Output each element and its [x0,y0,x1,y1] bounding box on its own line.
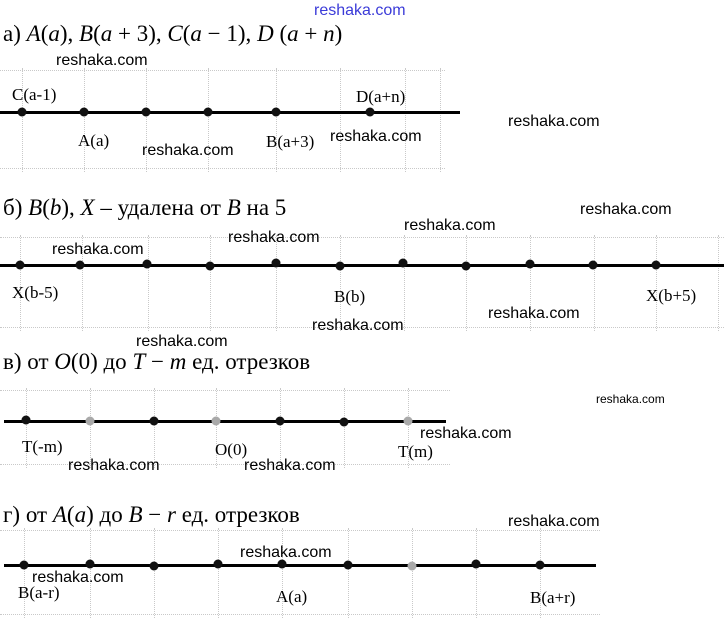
number-line-a [0,111,460,114]
math-variable: a [74,502,87,527]
math-variable: a [190,21,202,46]
heading-text: от [25,502,53,527]
heading-text: – удалена от [94,195,227,220]
point-label-c: C(a-1) [12,85,57,104]
point-marker [20,561,29,570]
math-variable: a [287,21,299,46]
point-marker [80,108,89,117]
number-line-v [4,420,446,423]
heading-text: + [298,21,324,46]
point-marker [652,261,661,270]
math-variable: C [167,21,183,46]
point-marker [86,560,95,569]
point-marker [366,108,375,117]
point-marker [462,262,471,271]
point-marker [86,417,95,426]
math-variable: D [257,21,274,46]
point-label-d: D(a+n) [356,87,406,106]
math-variable: B [28,195,43,220]
watermark: reshaka.com [580,201,672,218]
math-variable: A [26,21,41,46]
watermark: reshaka.com [508,513,600,530]
watermark: reshaka.com [404,217,496,234]
math-variable: B [226,195,241,220]
point-marker [404,417,413,426]
math-variable: n [323,21,335,46]
heading-text: ) до [86,502,129,527]
math-variable: a [48,21,60,46]
watermark: reshaka.com [420,425,512,442]
watermark: reshaka.com [244,457,336,474]
point-marker [76,261,85,270]
heading-text: ед. отрезков [186,349,311,374]
heading-text: ( [40,21,49,46]
point-marker [272,108,281,117]
point-marker [18,108,27,117]
heading-text: − [142,502,167,527]
heading-v [3,350,310,373]
heading-b [3,196,286,219]
math-variable: A [52,502,67,527]
point-label-b: B(a+3) [266,132,315,151]
point-marker [472,560,481,569]
heading-text: ( [66,502,75,527]
math-variable: a [100,21,113,46]
point-label-t-right: T(m) [398,442,433,461]
math-variable: b [49,195,62,220]
point-label-a: A(a) [78,131,110,150]
heading-text: − [145,349,170,374]
point-marker [150,562,159,571]
watermark: reshaka.com [68,457,160,474]
number-line-b [0,264,724,267]
heading-text: ( [182,21,191,46]
point-marker [143,260,152,269]
heading-text: + 3), [112,21,168,46]
point-label-b-left: B(a-r) [18,583,60,602]
point-marker [340,418,349,427]
point-marker [212,417,221,426]
watermark: reshaka.com [142,142,234,159]
heading-prefix: а) [3,21,27,46]
math-variable: r [167,502,176,527]
point-marker [276,417,285,426]
heading-text: − 1), [201,21,258,46]
point-label-b: B(b) [334,287,366,306]
watermark: reshaka.com [314,2,406,19]
heading-a [3,22,342,45]
watermark: reshaka.com [56,52,148,69]
point-marker [272,259,281,268]
point-label-t-left: T(-m) [22,437,63,456]
watermark: reshaka.com [488,305,580,322]
point-label-b-right: B(a+r) [530,588,576,607]
point-marker [206,262,215,271]
watermark: reshaka.com [596,392,665,406]
heading-text: ( [93,21,101,46]
math-variable: m [169,349,187,374]
math-variable: X [80,195,95,220]
point-label-o: O(0) [215,440,248,459]
point-marker [589,261,598,270]
heading-prefix: б) [3,195,29,220]
heading-text: ) [334,21,343,46]
point-marker [16,261,25,270]
watermark: reshaka.com [330,128,422,145]
watermark: reshaka.com [508,113,600,130]
watermark: reshaka.com [240,544,332,561]
heading-text: на 5 [240,195,287,220]
heading-prefix: в) [3,349,28,374]
point-marker [536,561,545,570]
point-marker [150,417,159,426]
math-variable: B [128,502,143,527]
heading-g [3,503,300,526]
heading-text: ), [59,21,80,46]
watermark: reshaka.com [136,333,228,350]
point-label-a: A(a) [276,587,308,606]
heading-text: ), [61,195,81,220]
heading-text: ед. отрезков [175,502,300,527]
point-marker [344,561,353,570]
math-variable: T [132,349,146,374]
point-label-x-left: X(b-5) [12,283,59,302]
heading-text: (0) до [70,349,133,374]
point-marker [22,416,31,425]
heading-text: от [27,349,55,374]
heading-prefix: г) [3,502,26,527]
point-marker [526,260,535,269]
watermark: reshaka.com [52,241,144,258]
point-label-x-right: X(b+5) [646,286,697,305]
heading-text: ( [42,195,50,220]
math-variable: B [79,21,94,46]
point-marker [408,562,417,571]
point-marker [399,259,408,268]
watermark: reshaka.com [32,569,124,586]
watermark: reshaka.com [312,317,404,334]
heading-text: ( [273,21,288,46]
point-marker [336,262,345,271]
point-marker [142,108,151,117]
point-marker [214,560,223,569]
watermark: reshaka.com [228,229,320,246]
math-variable: O [54,349,71,374]
point-marker [204,108,213,117]
